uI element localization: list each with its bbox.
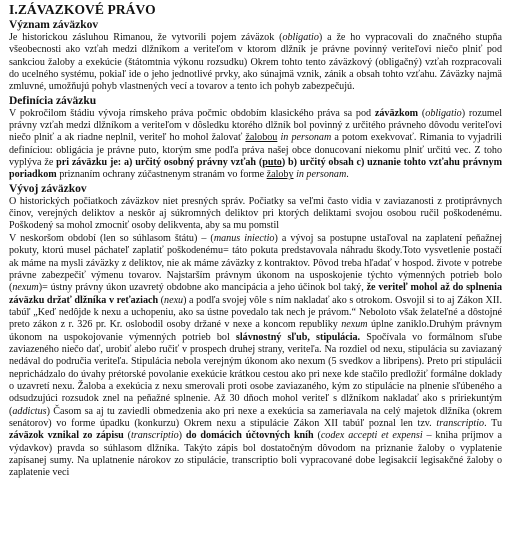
text-run: obligatio [282, 32, 319, 43]
text-run: do domácich účtovných kníh [185, 430, 314, 442]
paragraph [9, 32, 502, 94]
text-run: puto [262, 157, 282, 169]
text-run: transcriptio [436, 417, 485, 429]
paragraph [9, 108, 502, 182]
text-run: ) b) určitý obsah c) uznanie tohto vzťahu právnym poriadkom [9, 157, 502, 181]
text-run: ) a podľa svojej vôle s ním nakladať ako s otrokom. Osvojil si to aj Zákon XII. tabúľ „Keď nedôjde k nexu a uchopeniu, ako sa ústne povedalo tak nech je právom.“ Neboloto však želateľné a dôstojné preto zákon z r. 326 pr. Kr. oslobodil osoby držané v nexe a koncom republiky [9, 294, 502, 331]
text-run: nexu [164, 294, 184, 306]
section-heading: Vývoj záväzkov [9, 182, 87, 195]
section-vyvoj [9, 183, 502, 480]
text-run: ) Časom sa aj tu zaviedli obmedzenia ako pri nexe a exekúcia sa zameriavala na celý majetok dlžníka (okrem senátorov) vo forme úpadku (konkurzu) Okrem nexu a stipulácie Zákon XII tabúľ poznal len tzv. [9, 405, 502, 429]
text-run: obligatio [425, 107, 462, 119]
document-title: I.ZÁVAZKOVÉ PRÁVO [9, 2, 156, 17]
text-run: pri záväzku je: a) určitý osobný právny vzťah ( [56, 157, 263, 169]
text-run: slávnostný sľub, stipulácia. [235, 331, 361, 343]
text-run: V pokročilom štádiu vývoja rímskeho práva počmic obdobím klasického práva sa pod [9, 107, 375, 119]
text-run: ( [123, 430, 131, 442]
text-run: ( [313, 430, 321, 442]
text-run: Spočívala vo formálnom sľube zaviazeného niečo dať, urobiť alebo ručiť v prospech druhej strany, veriteľa. Na rozdiel od nexu, stipulácia su zaviazaný nedával do područia veriteľa. Stipulácia nebola verejným úkonom ako nexum (5 svedkov a libripens). Preto pri stipulácii neprichádzalo do úvahy prétorské povolanie exekúcie krátkou cestou ako pri nexe kde stačilo predložiť formálne doklady o uzavretí nexu. Žaloba a exekúcia z nexu smerovali proti osobe zaviazaného, kým zo stipulácie na plnenie sľúbeného a odsudzujúci rozsudok znel na peňažné splnenie. Až 30 dňoch mohol veriteľ s dlžníkom nakladať ako s pririekuntým ( [9, 331, 502, 417]
text-run: priznaním ochrany zúčastnenym stranám vo forme [56, 169, 267, 181]
text-run: záväzkom [374, 107, 419, 119]
text-run: že veriteľ mohol až do splnenia záväzku držať dlžníka v reťaziach [9, 282, 502, 306]
text-run: žalobou [245, 132, 278, 144]
text-run: addictus [12, 405, 47, 417]
section-heading: Definícia záväzku [9, 94, 97, 107]
text-run: . [346, 169, 349, 181]
text-run: codex accepti et expensi [320, 430, 423, 442]
text-run: ) [178, 430, 186, 442]
text-run: in personam [280, 132, 332, 144]
text-run: ( [158, 294, 165, 306]
section-heading: Význam záväzkov [9, 19, 99, 31]
text-run: Je historickou zásluhou Rimanou, že vytvorili pojem záväzok ( [9, 32, 283, 43]
text-run: úplne zaniklo.Druhým právnym úkonom na uspokojovanie výmenných potrieb bol [9, 319, 502, 343]
text-run: )= ústny právny úkon uzavretý obdobne ako mancipácia a jeho účinok bol taký, [38, 282, 367, 294]
text-run: in personam [296, 169, 347, 181]
section-vyznam [9, 19, 502, 94]
text-run: – kniha príjmov a výdavkov) pravda so súhlasom dlžníka. Takýto zápis bol dostatočným dôvodom na priznanie žaloby o vyplatenie zapísanej sumy. Na uplatnenie nárokov zo stipulácie, transcriptio boli vypracované dobe legisakcií legisakčné žaloby o zaplatenie veci [9, 430, 502, 479]
text-run: O historických počiatkoch záväzkov niet presných správ. Počiatky sa veľmi často vidia v zaviazanosti z protiprávnych činov, verejných deliktov a neskôr aj súkromných deliktov pri ktorých deliktami svojou osobou ručil poškodenému. Poškodený sa mohol zmocniť osoby delikventa, aby sa mu pomstil [9, 195, 502, 232]
text-run: záväzok vznikal zo zápisu [9, 430, 124, 442]
paragraph [9, 233, 502, 480]
text-run: nexum [12, 282, 39, 294]
text-run: ( [418, 107, 426, 119]
text-run: ) rozumel právny vzťah medzi dlžníkom a veriteľom v dôsledku ktorého dlžník bol povinný z určitého právneho dôvodu veriteľovi niečo plniť a ak riadne neplnil, veriteľ ho mohol žalovať [9, 107, 502, 144]
text-run: ) a vývoj sa postupne ustaľoval na zaplatení peňažnej pokuty, ktorú musel páchateľ zaplatiť poškodenému= táto pokuta predstavovala náhradu škody.Toto vysvetlenie postačí ak máme na mysli záväzky z deliktov, nie ak máme záväzky z kontraktov. Pôvod treba hľadať v hospod. živote v potrebe právne zabezpečiť výmenu tovarov. Najstarším právnym úkonom na usposkojenie týchto výmenných potrieb bolo ( [9, 232, 503, 294]
text-run: ) a že ho vypracovali do značného stupňa všeobecnosti ako vzťah medzi dlžníkom a veriteľom v ktorom dlžník je právne povinný veriteľovi niečo plniť pod sankciou žaloby a exekúcie (štátomtnia výkonu rozsudku) Okrem tohto tento záväzkový (obligačný) vzťah rozpracovali do ucelného systému, pokiaľ ide o jeho jednotlivé prvky, ako súnajmä vznik, zánik a obsah tohto vzťahu. Záväzky najmä zmluvné, umožňujú pohyb vlastnených vecí a tovarov a tento ich pohyb zabezpečujú. [9, 32, 502, 93]
text-run: nexum [341, 319, 368, 331]
text-run: . Tu [484, 417, 502, 429]
text-run: a potom exekvovať. Rimania to vyjadrili definíciou: obligácia je právne puto, ktorým sme podľa práva našej obce donucovaní niekomu plniť určitú vec. Z toho vyplýva že [9, 132, 502, 169]
section-definicia [9, 95, 502, 182]
text-run: žaloby [266, 169, 294, 181]
paragraph [9, 196, 502, 233]
text-run: V neskoršom období (len so súhlasom štátu) – ( [9, 232, 214, 244]
text-run: transcriptio [131, 430, 179, 442]
text-run: manus iniectio [213, 232, 275, 244]
